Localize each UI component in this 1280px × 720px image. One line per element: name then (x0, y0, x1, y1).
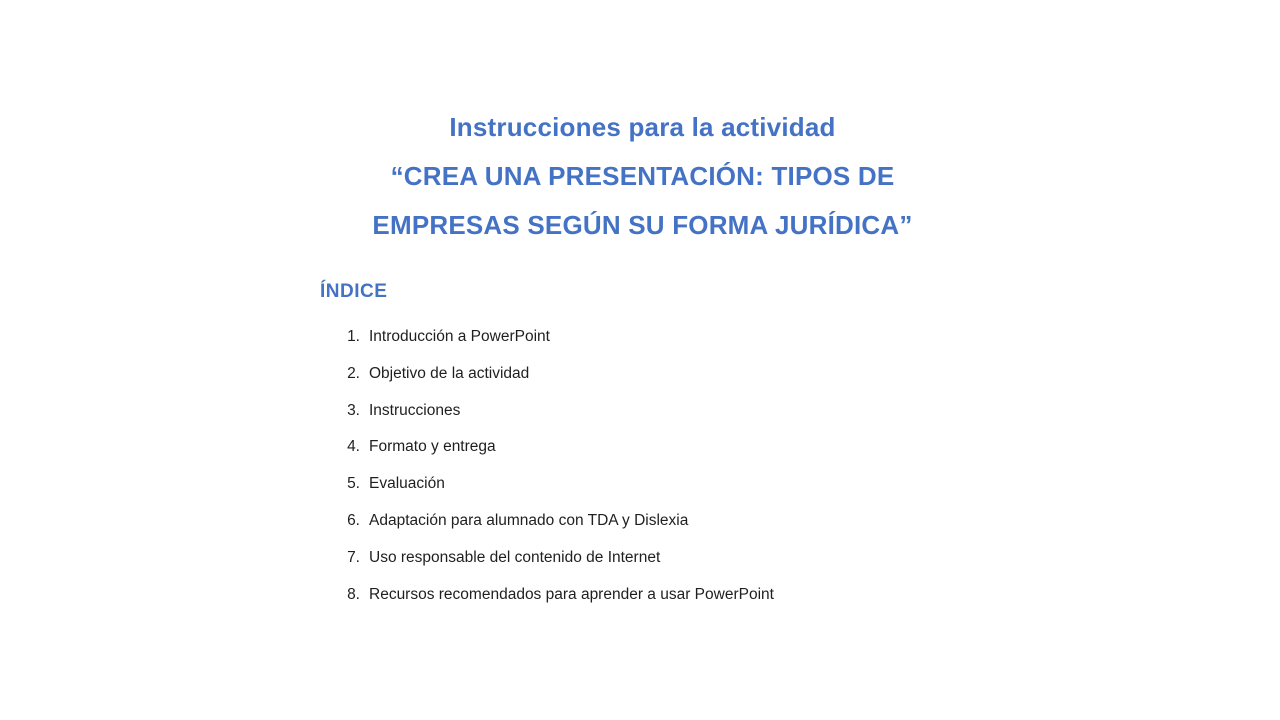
list-item-number: 6. (347, 511, 360, 529)
list-item-number: 7. (347, 548, 360, 566)
list-item-label: Objetivo de la actividad (369, 364, 530, 382)
list-item-label: Introducción a PowerPoint (369, 328, 550, 345)
list-item (345, 400, 774, 421)
list-item (345, 547, 774, 568)
list-item-number: 5. (347, 475, 360, 493)
document-title-line3: EMPRESAS SEGÚN SU FORMA JURÍDICA” (372, 210, 913, 241)
list-item (345, 473, 774, 494)
list-item (345, 326, 774, 347)
document-title (320, 103, 965, 250)
list-item-label: Formato y entrega (369, 438, 496, 456)
list-item-label: Evaluación (369, 475, 445, 493)
list-item (345, 363, 774, 384)
document-title-line2: “CREA UNA PRESENTACIÓN: TIPOS DE (390, 161, 895, 192)
list-item (345, 584, 774, 605)
list-item-number: 1. (347, 328, 360, 345)
list-item-number: 3. (347, 401, 360, 419)
list-item-label: Recursos recomendados para aprender a usar PowerPoint (369, 585, 774, 603)
index-heading: ÍNDICE (320, 280, 388, 302)
list-item-label: Uso responsable del contenido de Internet (369, 548, 661, 566)
list-item (345, 436, 774, 457)
list-item (345, 510, 774, 531)
index-list (345, 326, 774, 620)
list-item-label: Instrucciones (369, 401, 461, 419)
list-item-number: 8. (347, 585, 360, 603)
list-item-number: 4. (347, 438, 360, 456)
document-content (320, 0, 965, 720)
list-item-label: Adaptación para alumnado con TDA y Dislexia (369, 511, 689, 529)
list-item-number: 2. (347, 364, 360, 382)
document-title-line1: Instrucciones para la actividad (449, 112, 836, 143)
